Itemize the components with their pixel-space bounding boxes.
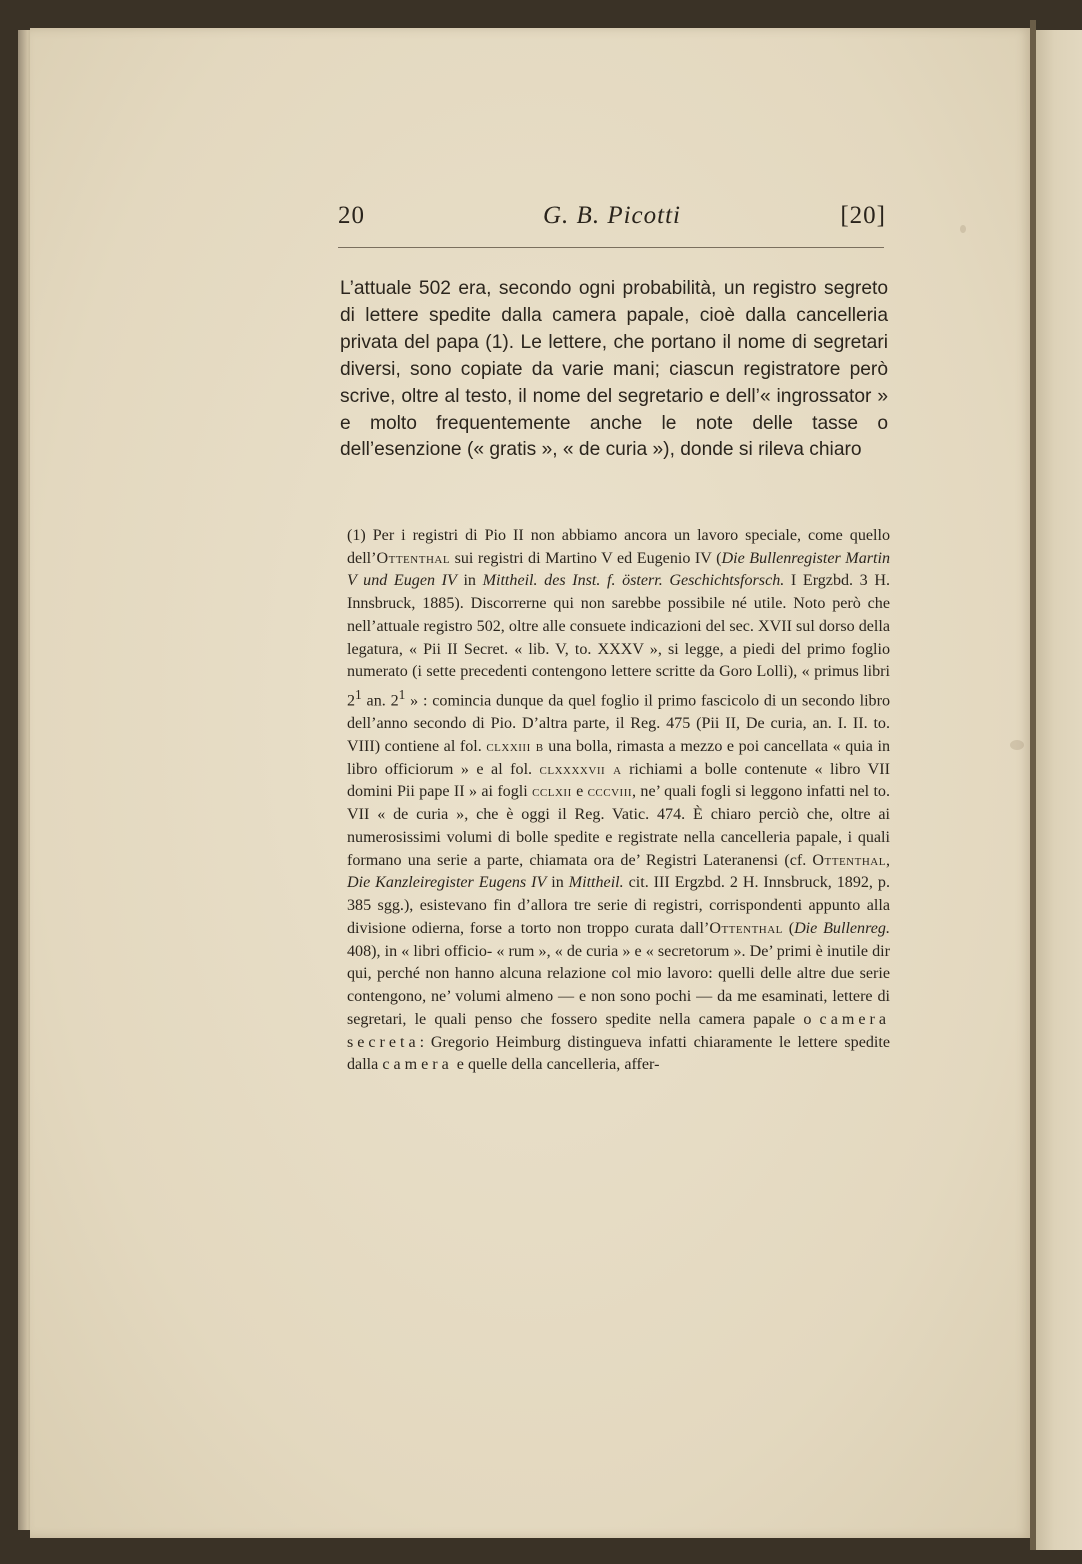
- footnote-text: (1) Per i registri di Pio II non abbiamo ancora un lavoro speciale, come quello dell’: [347, 527, 890, 567]
- footnote: [347, 525, 890, 1077]
- footnote-text: an. 2: [361, 692, 399, 710]
- work-title: Die Kanzleiregister Eugens IV: [347, 874, 547, 892]
- folio-ref: clxxxxvii a: [539, 760, 622, 778]
- superscript: 1: [355, 687, 362, 703]
- author-title: G. B. Picotti: [543, 202, 681, 229]
- spaced-term: camera secreta: [347, 1010, 890, 1051]
- facing-page-edge: [1036, 30, 1082, 1550]
- footnote-text: » : comincia dunque da quel foglio il primo fascicolo di un secondo libro dell’anno secondo di Pio. D’altra parte, il Reg. 475 (Pii II, De curia, an. I. II. to. VIII) contiene al fol.: [347, 692, 890, 755]
- page-number: 20: [338, 202, 365, 229]
- footnote-text: e quelle della cancelleria, affer-: [452, 1056, 660, 1074]
- author-ref: Ottenthal: [376, 549, 451, 567]
- folio-ref: cccviii: [587, 783, 633, 801]
- footnote-text: : Gregorio Heimburg distingueva infatti chiaramente le lettere spedite dalla: [347, 1033, 890, 1074]
- spaced-term: camera: [382, 1056, 453, 1074]
- footnote-text: (: [782, 919, 795, 937]
- footnote-text: e: [571, 783, 588, 801]
- footnote-text: ,: [885, 851, 890, 869]
- footnote-text: cit. III Ergzbd. 2 H. Innsbruck, 1892, p. 385 sgg.), esistevano fin d’allora tre serie di registri, corrispondenti appunto alla divisione odierna, forse a torto non troppo curata dall’: [347, 874, 890, 937]
- running-head: [338, 202, 886, 238]
- footnote-text: 408), in « libri officio- « rum », « de curia » e « secretorum ». De’ primi è inutile dir qui, perché non hanno alcuna relazione col mio lavoro: quelli delle altre due serie contengono, ne’ volumi almeno — e non sono pochi — da me esaminati, lettere di segretari, le quali penso che fossero spedite nella camera papale o: [347, 942, 890, 1028]
- paper-spot: [1010, 740, 1024, 750]
- superscript: 1: [398, 687, 406, 703]
- work-title: Die Bullenregister Martin V und Eugen IV: [347, 549, 891, 590]
- footnote-text: I Ergzbd. 3 H. Innsbruck, 1885). Discorrerne qui non sarebbe possibile né utile. Noto però che nell’attuale registro 502, oltre alle consuete indicazioni del sec. XVII sul dorso della legatura, « Pii II Secret. « lib. V, to. XXXV », si legge, a piedi del primo foglio numerato (i sette precedenti contengono lettere scritte da Goro Lolli), « primus libri 2: [347, 572, 890, 710]
- work-title: Die Bullenreg.: [794, 919, 890, 937]
- author-ref: Ottenthal: [709, 919, 783, 937]
- folio-ref: cclxii: [532, 783, 572, 801]
- body-paragraph: L’attuale 502 era, secondo ogni probabilità, un registro segreto di lettere spedite dalla camera papale, cioè dalla cancelleria privata del papa (1). Le lettere, che portano il nome di segretari diversi, sono copiate da varie mani; ciascun registratore però scrive, oltre al testo, il nome del segretario e dell’« ingrossator » e molto frequentemente anche le note delle tasse o dell’esenzione (« gratis », « de curia »), donde si rileva chiaro: [340, 278, 888, 461]
- bracket-page-number: [20]: [840, 202, 886, 229]
- footnote-text: , ne’ quali fogli si leggono infatti nel to. VII « de curia », che è oggi il Reg. Vatic. 474. È chiaro perciò che, oltre ai numerosissimi volumi di bolle spedite e registrate nella cancelleria papale, i quali formano una serie a parte, chiamata ora de’ Registri Lateranensi (cf.: [347, 783, 890, 869]
- author-ref: Ottenthal: [812, 851, 886, 869]
- footnote-text: una bolla, rimasta a mezzo e poi cancellata « quia in libro officiorum » e al fol.: [347, 737, 890, 778]
- header-rule: [338, 247, 884, 248]
- folio-ref: clxxiii b: [486, 737, 544, 755]
- footnote-text: in: [546, 874, 569, 892]
- footnote-text: sui registri di Martino V ed Eugenio IV (: [450, 549, 722, 567]
- journal-title: Mittheil. des Inst. f. österr. Geschichtsforsch.: [482, 572, 785, 590]
- journal-title: Mittheil.: [568, 874, 624, 892]
- paper-spot: [960, 225, 966, 233]
- footnote-text: in: [456, 572, 483, 590]
- footnote-text: richiami a bolle contenute « libro VII domini Pii pape II » ai fogli: [347, 760, 890, 801]
